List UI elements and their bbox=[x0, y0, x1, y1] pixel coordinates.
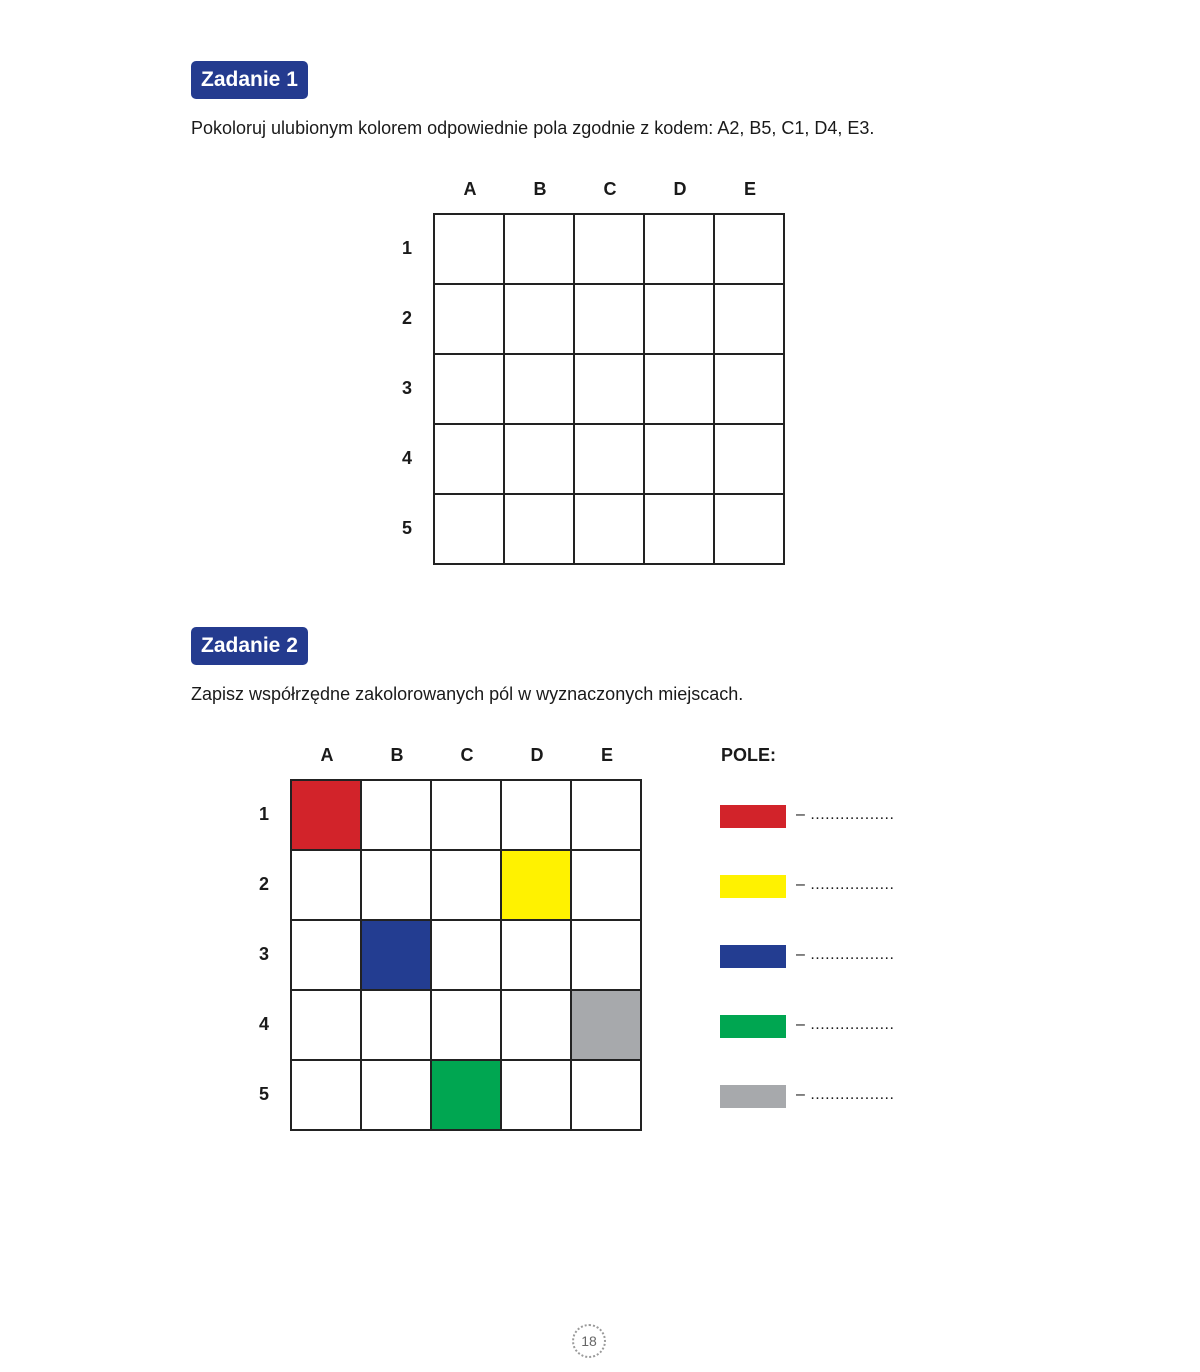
task2-cell-e2[interactable] bbox=[572, 851, 642, 921]
task1-cell-b4[interactable] bbox=[505, 425, 575, 495]
task1-cell-c5[interactable] bbox=[575, 495, 645, 565]
task1-cell-a5[interactable] bbox=[435, 495, 505, 565]
task2-cell-e5[interactable] bbox=[572, 1061, 642, 1131]
task1-cell-d2[interactable] bbox=[645, 285, 715, 355]
page-number: 18 bbox=[572, 1324, 606, 1358]
task2-cell-a5[interactable] bbox=[292, 1061, 362, 1131]
task2-cell-b5[interactable] bbox=[362, 1061, 432, 1131]
legend-swatch bbox=[720, 1085, 786, 1108]
task2-cell-a4[interactable] bbox=[292, 991, 362, 1061]
task2-cell-d3[interactable] bbox=[502, 921, 572, 991]
task2-column-label: A bbox=[320, 745, 334, 765]
task2-badge: Zadanie 2 bbox=[191, 627, 308, 665]
task1-cell-c1[interactable] bbox=[575, 215, 645, 285]
task2-cell-c2[interactable] bbox=[432, 851, 502, 921]
task2-cell-e4[interactable] bbox=[572, 991, 642, 1061]
task2-column-label: E bbox=[600, 745, 613, 765]
task2-row-label: 4 bbox=[258, 1014, 269, 1034]
task2-grid bbox=[290, 779, 642, 1131]
task2-cell-a1[interactable] bbox=[292, 781, 362, 851]
task2-cell-b3[interactable] bbox=[362, 921, 432, 991]
task1-row-label: 1 bbox=[401, 238, 412, 258]
legend-answer-field[interactable]: – ................. bbox=[796, 1016, 895, 1033]
task2-row-label: 3 bbox=[258, 944, 269, 964]
task1-cell-e3[interactable] bbox=[715, 355, 785, 425]
task2-cell-d1[interactable] bbox=[502, 781, 572, 851]
task2-cell-a3[interactable] bbox=[292, 921, 362, 991]
task1-cell-c4[interactable] bbox=[575, 425, 645, 495]
task1-column-label: A bbox=[463, 179, 477, 199]
task2-cell-d5[interactable] bbox=[502, 1061, 572, 1131]
task1-cell-d3[interactable] bbox=[645, 355, 715, 425]
task1-row-label: 5 bbox=[401, 518, 412, 538]
legend-swatch bbox=[720, 805, 786, 828]
task1-cell-e4[interactable] bbox=[715, 425, 785, 495]
legend-answer-field[interactable]: – ................. bbox=[796, 1086, 895, 1103]
legend-swatch bbox=[720, 945, 786, 968]
task1-cell-a2[interactable] bbox=[435, 285, 505, 355]
task2-cell-c5[interactable] bbox=[432, 1061, 502, 1131]
task1-cell-b1[interactable] bbox=[505, 215, 575, 285]
task1-column-label: C bbox=[603, 179, 617, 199]
task1-instruction: Pokoloruj ulubionym kolorem odpowiednie pola zgodnie z kodem: A2, B5, C1, D4, E3. bbox=[191, 118, 875, 138]
task2-instruction: Zapisz współrzędne zakolorowanych pól w wyznaczonych miejscach. bbox=[191, 684, 744, 704]
legend-answer-field[interactable]: – ................. bbox=[796, 946, 895, 963]
task2-cell-c1[interactable] bbox=[432, 781, 502, 851]
task1-cell-d5[interactable] bbox=[645, 495, 715, 565]
task2-cell-d4[interactable] bbox=[502, 991, 572, 1061]
task1-cell-d1[interactable] bbox=[645, 215, 715, 285]
task1-badge: Zadanie 1 bbox=[191, 61, 308, 99]
legend-answer-field[interactable]: – ................. bbox=[796, 876, 895, 893]
task2-cell-c3[interactable] bbox=[432, 921, 502, 991]
task1-row-label: 2 bbox=[401, 308, 412, 328]
task1-cell-a4[interactable] bbox=[435, 425, 505, 495]
task1-row-label: 3 bbox=[401, 378, 412, 398]
task2-row-label: 1 bbox=[258, 804, 269, 824]
task2-cell-c4[interactable] bbox=[432, 991, 502, 1061]
task1-cell-b5[interactable] bbox=[505, 495, 575, 565]
task1-cell-b2[interactable] bbox=[505, 285, 575, 355]
task2-cell-a2[interactable] bbox=[292, 851, 362, 921]
task2-column-label: B bbox=[390, 745, 404, 765]
legend-answer-field[interactable]: – ................. bbox=[796, 806, 895, 823]
task1-grid bbox=[433, 213, 785, 565]
task2-row-label: 2 bbox=[258, 874, 269, 894]
task1-cell-d4[interactable] bbox=[645, 425, 715, 495]
task2-cell-e1[interactable] bbox=[572, 781, 642, 851]
task1-column-label: D bbox=[673, 179, 687, 199]
task1-column-label: B bbox=[533, 179, 547, 199]
legend-title: POLE: bbox=[721, 745, 777, 765]
task1-cell-c2[interactable] bbox=[575, 285, 645, 355]
task1-cell-b3[interactable] bbox=[505, 355, 575, 425]
task1-column-label: E bbox=[743, 179, 756, 199]
task2-cell-b4[interactable] bbox=[362, 991, 432, 1061]
task1-cell-a3[interactable] bbox=[435, 355, 505, 425]
task1-cell-c3[interactable] bbox=[575, 355, 645, 425]
task1-cell-e2[interactable] bbox=[715, 285, 785, 355]
task2-cell-e3[interactable] bbox=[572, 921, 642, 991]
task2-cell-b2[interactable] bbox=[362, 851, 432, 921]
task2-cell-d2[interactable] bbox=[502, 851, 572, 921]
legend-swatch bbox=[720, 875, 786, 898]
task2-column-label: C bbox=[460, 745, 474, 765]
task2-row-label: 5 bbox=[258, 1084, 269, 1104]
task1-cell-a1[interactable] bbox=[435, 215, 505, 285]
legend-swatch bbox=[720, 1015, 786, 1038]
task2-column-label: D bbox=[530, 745, 544, 765]
task1-cell-e1[interactable] bbox=[715, 215, 785, 285]
task2-cell-b1[interactable] bbox=[362, 781, 432, 851]
task1-cell-e5[interactable] bbox=[715, 495, 785, 565]
task1-row-label: 4 bbox=[401, 448, 412, 468]
